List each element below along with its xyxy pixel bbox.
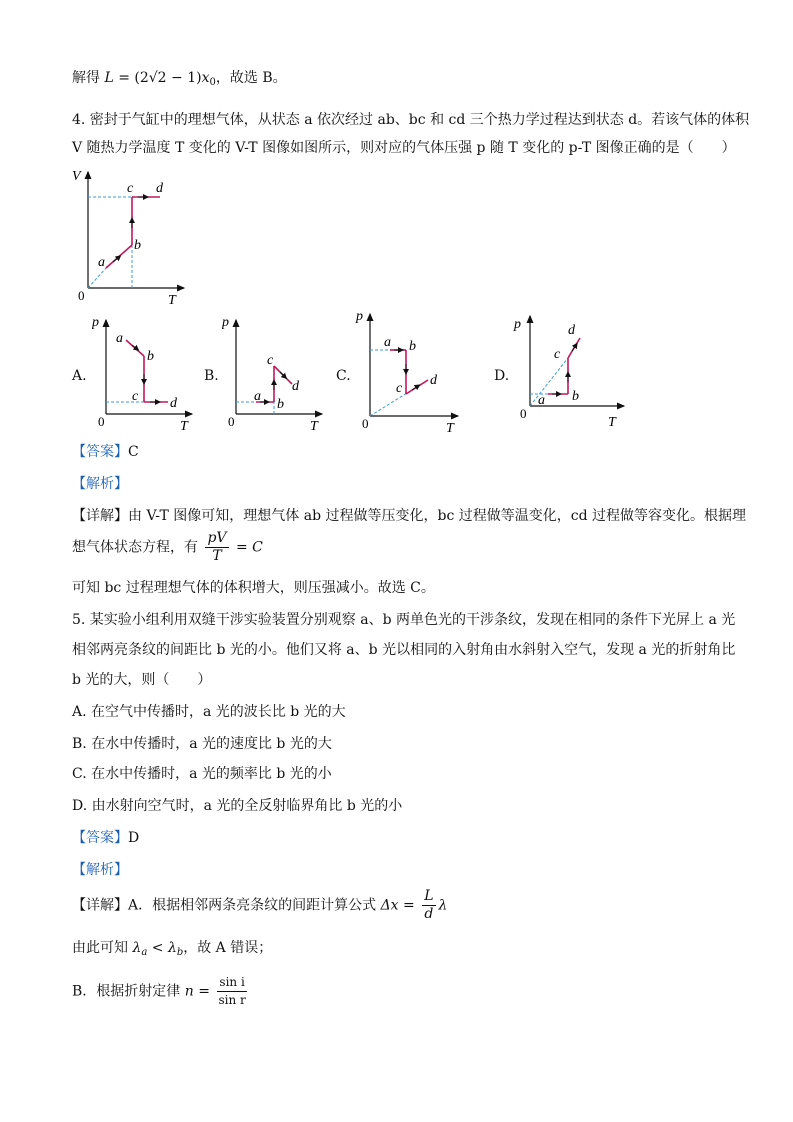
- svg-text:0: 0: [98, 414, 105, 429]
- q5-analysis-tag: 【解析】: [72, 862, 128, 878]
- vt-graph: [66, 164, 196, 309]
- svg-text:c: c: [396, 381, 403, 396]
- option-c-graph[interactable]: [354, 306, 464, 436]
- svg-text:a: a: [116, 331, 123, 346]
- q5-stem-line3: b 光的大，则（ ）: [72, 672, 212, 688]
- svg-text:T: T: [310, 419, 318, 434]
- svg-text:0: 0: [520, 406, 527, 421]
- refraction-law-fraction: $\frac{\text{sin i}}{\text{sin r}}$: [218, 975, 246, 1007]
- option-d-graph[interactable]: [512, 308, 632, 433]
- q4-stem-line1: 4. 密封于气缸中的理想气体，从状态 a 依次经过 ab、bc 和 cd 三个热力学过程达到状态 d。若该气体的体积: [72, 112, 750, 128]
- q4-detail-line2: 想气体状态方程，有 $\frac{pV}{T}$ = C: [72, 530, 263, 564]
- solution-line: 解得 $L = (2√2 - 1)x_0$，故选 B。: [72, 70, 287, 88]
- svg-text:d: d: [292, 379, 299, 394]
- q4-detail-line3: 可知 bc 过程理想气体的体积增大，则压强减小。故选 C。: [72, 580, 435, 596]
- svg-text:p: p: [514, 317, 521, 332]
- svg-text:b: b: [277, 397, 284, 412]
- svg-text:c: c: [267, 353, 274, 368]
- svg-text:a: a: [98, 255, 105, 270]
- svg-text:a: a: [254, 389, 261, 404]
- svg-text:T: T: [446, 421, 454, 436]
- svg-text:c: c: [554, 347, 561, 362]
- q5-answer: 【答案】D: [72, 830, 140, 846]
- q4-stem-line2: V 随热力学温度 T 变化的 V-T 图像如图所示，则对应的气体压强 p 随 T 变化的 p-T 图像正确的是（ ）: [72, 140, 736, 156]
- svg-text:b: b: [409, 339, 416, 354]
- svg-text:c: c: [127, 181, 134, 196]
- q5-option-a[interactable]: A. 在空气中传播时，a 光的波长比 b 光的大: [72, 704, 346, 720]
- svg-text:0: 0: [362, 416, 369, 431]
- svg-text:d: d: [430, 373, 437, 388]
- svg-text:0: 0: [78, 288, 85, 303]
- q4-answer: 【答案】C: [72, 444, 139, 460]
- svg-text:c: c: [132, 389, 139, 404]
- svg-text:p: p: [222, 315, 229, 330]
- svg-text:b: b: [572, 389, 579, 404]
- option-a-label: A.: [72, 368, 87, 384]
- svg-text:p: p: [92, 315, 99, 330]
- svg-text:b: b: [134, 238, 141, 253]
- option-d-label: D.: [494, 368, 510, 384]
- q5-detail-b: B．根据折射定律 n = $\frac{\text{sin i}}{\text{sin r}}$: [72, 975, 246, 1007]
- q5-stem-line2: 相邻两亮条纹的间距比 b 光的小。他们又将 a、b 光以相同的入射角由水斜射入空气，发现 a 光的折射角比: [72, 642, 736, 658]
- q5-option-d[interactable]: D. 由水射向空气时，a 光的全反射临界角比 b 光的小: [72, 798, 403, 814]
- svg-text:V: V: [72, 169, 81, 184]
- svg-text:T: T: [180, 419, 188, 434]
- q5-conclusion-a: 由此可知 $\lambda_a < \lambda_b$，故 A 错误；: [72, 940, 273, 958]
- option-a-graph[interactable]: [92, 310, 202, 435]
- svg-text:p: p: [356, 309, 363, 324]
- svg-text:T: T: [168, 293, 176, 308]
- q4-analysis-tag: 【解析】: [72, 476, 128, 492]
- option-c-label: C.: [336, 368, 351, 384]
- fringe-spacing-fraction: $\frac{L}{d}$: [424, 888, 434, 922]
- option-b-graph[interactable]: [222, 310, 332, 435]
- svg-text:d: d: [170, 396, 177, 411]
- q4-detail-line1: 【详解】由 V-T 图像可知，理想气体 ab 过程做等压变化，bc 过程做等温变化，cd 过程做等容变化。根据理: [72, 508, 747, 524]
- svg-text:a: a: [538, 393, 545, 408]
- svg-text:a: a: [384, 335, 391, 350]
- gas-equation-fraction: $\frac{pV}{T}$: [207, 530, 227, 564]
- svg-text:d: d: [156, 181, 163, 196]
- svg-text:T: T: [608, 415, 616, 430]
- q5-option-c[interactable]: C. 在水中传播时，a 光的频率比 b 光的小: [72, 766, 332, 782]
- q5-option-b[interactable]: B. 在水中传播时，a 光的速度比 b 光的大: [72, 736, 332, 752]
- q5-detail-a: 【详解】A．根据相邻两条亮条纹的间距计算公式 Δx = $\frac{L}{d}$ λ: [72, 888, 448, 922]
- option-b-label: B.: [204, 368, 219, 384]
- q5-stem-line1: 5. 某实验小组利用双缝干涉实验装置分别观察 a、b 两单色光的干涉条纹，发现在相同的条件下光屏上 a 光: [72, 612, 736, 628]
- svg-text:b: b: [147, 349, 154, 364]
- svg-text:0: 0: [228, 414, 235, 429]
- svg-text:d: d: [568, 323, 575, 338]
